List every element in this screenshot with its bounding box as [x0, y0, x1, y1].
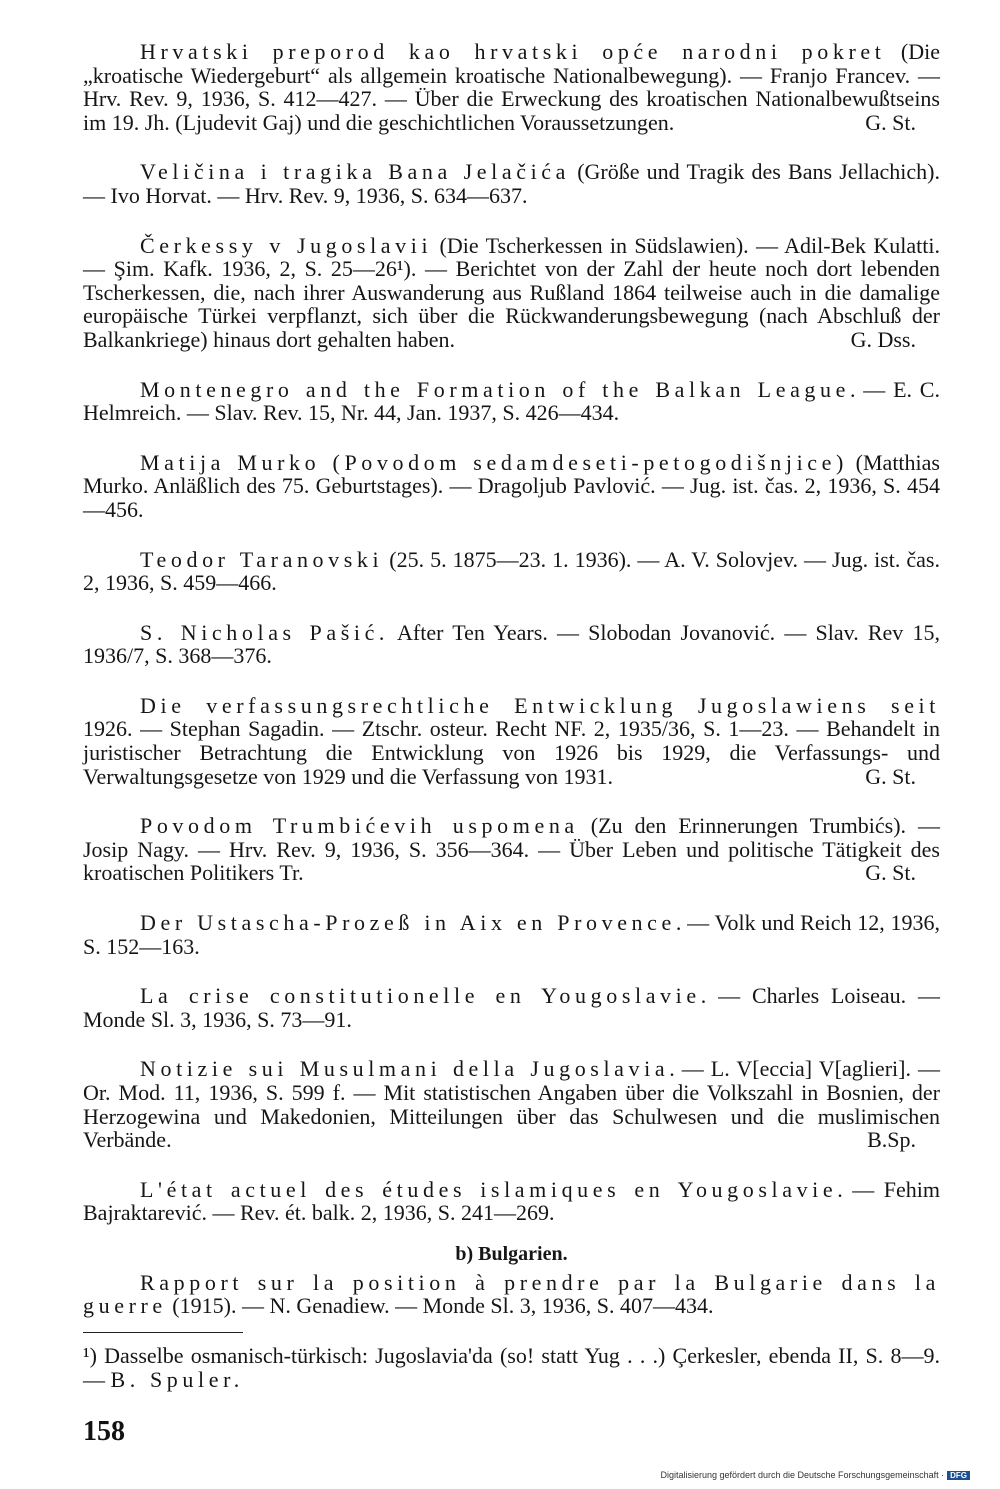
entry-text: . — E. C. Helmreich. — Slav. Rev. 15, Nr. 44, Jan. 1937, S. 426—434. [83, 376, 940, 426]
entry-text: After Ten Years. — Slobodan Jovanović. — Slav. Rev 15, 1936/7, S. 368—376. [83, 619, 940, 669]
entry-list [83, 40, 940, 1225]
footnote [83, 1344, 940, 1392]
entry-signature: G. St. [865, 860, 916, 886]
entry-signature: B.Sp. [867, 1127, 916, 1153]
bibliography-entry [83, 814, 940, 885]
entry-title: Hrvatski preporod kao hrvatski opće narodni pokret [140, 39, 886, 64]
entry-title: Montenegro and the Formation of the Balkan League [140, 376, 850, 402]
bibliography-entry [83, 1057, 940, 1151]
entry-gap [83, 134, 940, 160]
bibliography-entry [83, 1271, 940, 1318]
entry-title: Rapport sur la position à prendre par la Bulgarie dans la guerre [83, 1269, 940, 1319]
dfg-logo: DFG [947, 1471, 970, 1480]
footnote-rule [83, 1332, 243, 1333]
bibliography-entry [83, 234, 940, 352]
entry-gap [83, 788, 940, 814]
entry-title: La crise constitutionelle en Yougoslavie [140, 983, 701, 1009]
entry-gap [83, 1031, 940, 1057]
entry-text: 1926. — Stephan Sagadin. — Ztschr. osteur. Recht NF. 2, 1935/36, S. 1—23. — Behandelt in juristischer Betrachtung die Entwicklung von 1926 bis 1929, die Verfassungs- und Verwaltungsgesetze von 1929 und die Verfassung von 1931. [83, 716, 940, 789]
entry-title: L'état actuel des études islamiques en Yougoslavie [140, 1176, 838, 1202]
entry-title: Die verfassungsrechtliche Entwicklung Jugoslawiens seit [140, 692, 940, 718]
bibliography-entry [83, 548, 940, 595]
credit-text: Digitalisierung gefördert durch die Deutsche Forschungsgemeinschaft · [660, 1470, 945, 1480]
digitization-credit [660, 1470, 970, 1480]
bibliography-entry [83, 984, 940, 1031]
footnote-text: Dasselbe osmanisch-türkisch: Jugoslavia'da (so! statt Yug . . .) Çerkesler, ebenda II, S. 8—9. — [83, 1343, 940, 1392]
page-number: 158 [83, 1416, 125, 1447]
entry-title: Matija Murko (Povodom sedamdeseti-petogodišnjice) [140, 449, 848, 475]
entry-list-bulgaria [83, 1271, 940, 1318]
entry-title: Notizie sui Musulmani della Jugoslavia [140, 1056, 670, 1082]
entry-title: Der Ustascha-Prozeß in Aix en Provence [140, 910, 676, 936]
bibliography-entry [83, 378, 940, 425]
entry-gap [83, 595, 940, 621]
entry-text: . — Charles Loiseau. — Monde Sl. 3, 1936, S. 73—91. [83, 983, 940, 1032]
entry-text: (1915). — N. Genadiew. — Monde Sl. 3, 1936, S. 407—434. [166, 1293, 714, 1319]
entry-gap [83, 522, 940, 548]
entry-signature: G. St. [865, 109, 916, 135]
bibliography-entry [83, 451, 940, 522]
bibliography-entry [83, 911, 940, 958]
bibliography-entry [83, 621, 940, 668]
entry-signature: G. St. [865, 763, 916, 789]
bibliography-entry [83, 694, 940, 788]
entry-title: Veličina i tragika Bana Jelačića [140, 159, 571, 185]
entry-text: . — L. V[eccia] V[aglieri]. — Or. Mod. 11, 1936, S. 599 f. — Mit statistischen Angaben über die Volkszahl in Bosnien, der Herzogewina und Makedonien, Mitteilungen über das Schulwesen und die muslimischen Verbände. [83, 1056, 940, 1153]
entry-text: (Zu den Erinnerungen Trumbićs). — Josip Nagy. — Hrv. Rev. 9, 1936, S. 356—364. — Über Leben und politische Tätigkeit des kroatischen Politikers Tr. [83, 813, 941, 886]
entry-title: Teodor Taranovski [140, 546, 384, 572]
entry-gap [83, 208, 940, 234]
footnote-mark: ¹) [83, 1343, 97, 1368]
entry-signature: G. Dss. [850, 326, 916, 352]
entry-title: Povodom Trumbićevih uspomena [140, 813, 579, 839]
section-heading: b) Bulgarien. [455, 1242, 568, 1265]
entry-text: (25. 5. 1875—23. 1. 1936). — A. V. Solovjev. — Jug. ist. čas. 2, 1936, S. 459—466. [83, 546, 940, 596]
entry-gap [83, 668, 940, 694]
bibliography-entry [83, 160, 940, 207]
entry-text: (Größe und Tragik des Bans Jellachich). — Ivo Horvat. — Hrv. Rev. 9, 1936, S. 634—637. [83, 159, 940, 208]
bibliography-page [83, 40, 940, 1318]
entry-gap [83, 885, 940, 911]
entry-text: (Matthias Murko. Anläßlich des 75. Geburtstages). — Dragoljub Pavlović. — Jug. ist. čas. 2, 1936, S. 454—456. [83, 449, 940, 522]
entry-gap [83, 958, 940, 984]
bibliography-entry [83, 40, 940, 134]
entry-text: . — Fehim Bajraktarević. — Rev. ét. balk. 2, 1936, S. 241—269. [83, 1176, 940, 1226]
bibliography-entry [83, 1178, 940, 1225]
footnote-author: B. Spuler. [110, 1367, 244, 1392]
entry-gap [83, 425, 940, 451]
entry-text: (Die Tscherkessen in Südslawien). — Adil-Bek Kulatti. — Şim. Kafk. 1936, 2, S. 25—26¹). — Berichtet von der Zahl der heute noch dort lebenden Tscherkessen, die, nach ihrer Auswanderung aus Rußland 1864 teilweise auch in die damalige europäische Türkei verpflanzt, sich über die Rückwanderungsbewegung (nach Abschluß der Balkankriege) hinaus dort gehalten haben. [83, 232, 941, 352]
entry-text: (Die „kroatische Wiedergeburt“ als allgemein kroatische Nationalbewegung). — Franjo Francev. — Hrv. Rev. 9, 1936, S. 412—427. — Über die Erweckung des kroatischen Nationalbewußtseins im 19. Jh. (Ljudevit Gaj) und die geschichtlichen Voraussetzungen. [83, 39, 940, 135]
entry-gap [83, 352, 940, 378]
entry-title: Čerkessy v Jugoslavii [140, 232, 433, 258]
entry-gap [83, 1152, 940, 1178]
entry-title: S. Nicholas Pašić. [140, 619, 390, 645]
entry-text: . — Volk und Reich 12, 1936, S. 152—163. [83, 910, 940, 959]
